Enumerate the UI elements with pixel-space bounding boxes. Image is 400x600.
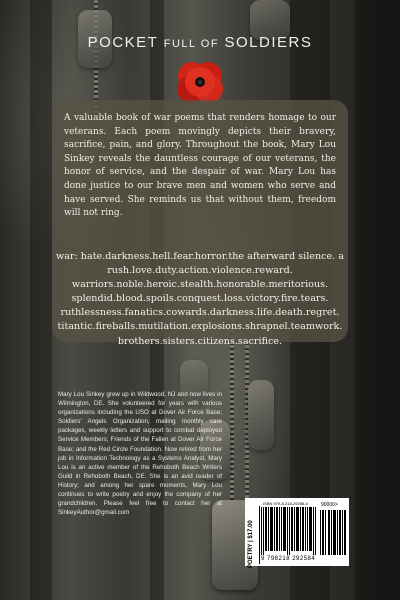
price-strip [247,506,260,568]
author-bio: Mary Lou Sinkey grew up in Wildwood, NJ and now lives in Wilmington, DE. She volunteered for years with various organizations including the USO at Dover Air Force Base; Soldiers' Angels Organization, mailing monthly care packages, weekly letters and support to combat deployed Service Members; Friends of the Fallen at Dover Air Force Base; and the Red Circle Foundation. Now retired from her job in Information Technology as a Systems Analyst, Mary Lou is an active member of the Rehoboth Beach Writers Guild in Rehoboth Beach, DE. She is an avid reader of History; and among her spare moments, Mary Lou continues to write poetry and enjoy the company of her grandchildren. Please feel free to contact her at SinkeyAuthor@gmail.com [58,391,222,517]
title-word: FULL OF [163,38,220,50]
barcode-digits: 9 798218 292584 [261,556,316,562]
book-blurb: A valuable book of war poems that renders homage to our veterans. Each poem movingly depicts their bravery, sacrifice, pain, and glory. Throughout the book, Mary Lou Sinkey reveals the dauntless courage of our veterans, the honor of service, and the despair of war. Mary Lou has done justice to our brave men and women who serve and have served. She reminds us that without them, freedom will not ring. [64,113,336,219]
book-title [0,34,400,51]
shadow-stripe [30,0,52,600]
dog-tag [248,380,274,450]
isbn-label: ISBN 979-8-218-29258-4 [263,501,308,506]
title-word: POCKET [87,34,159,51]
war-words-poem: war: hate.darkness.hell.fear.horror.the afterward silence. a rush.love.duty.action.violence.reward. warriors.noble.heroic.stealth.honorable.meritorious. splendid.blood.spoils.conquest.loss.victory.fire.tears. ruthlessness.fanatics.cowards.darkness.life.death.regret. titantic.fireballs.mutilation.explosions.shrapnel.teamwork. brothers.sisters.citizens.sacrifice. [56,251,344,347]
shadow-stripe [355,0,400,600]
addon-barcode [320,510,346,555]
addon-number: 90000> [321,502,338,508]
barcode-block [245,498,349,566]
isbn-barcode [261,507,317,555]
title-word: SOLDIERS [224,34,313,51]
price-label: POETRY | $17.00 [248,520,254,568]
